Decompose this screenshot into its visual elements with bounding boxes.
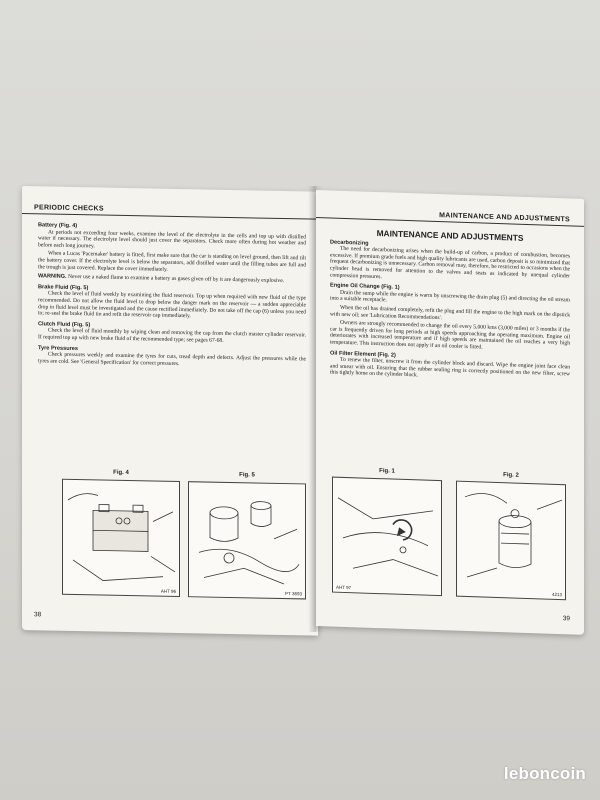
section-paragraph: Owners are strongly recommended to change the oil every 5,000 kms (3,000 miles) or 3 months if the car is frequently driven for long periods at high speeds approaching the operating maximum. Engine oil deteriorates with increased temperature and if high speeds are maintained the oil reaches a very high temperature. This instruction does not apply if an oil cooler is fitted.	[330, 319, 570, 351]
section-paragraph: Check pressures weekly and examine the tyres for cuts, tread depth and defects. Adjust the pressures while the tyres are cold. See 'General Specification' for correct pressures.	[38, 351, 306, 367]
page-title: MAINTENANCE AND ADJUSTMENTS	[376, 228, 524, 243]
warning-text: Never use a naked flame to examine a battery as gases given off by it are dangerously explosive.	[68, 274, 285, 285]
figure-code: 4213	[551, 591, 562, 598]
section-warning	[38, 273, 306, 285]
battery-illustration	[62, 479, 180, 597]
right-page	[316, 190, 584, 635]
section-paragraph: Check the level of fluid monthly by wiping clean and removing the cap from the clutch master cylinder reservoir. If required top up with new brake fluid of the recommended type; see pages 67-68.	[38, 327, 306, 344]
right-figures	[316, 466, 584, 615]
left-page-content	[22, 214, 318, 370]
right-page-content	[316, 218, 584, 385]
left-page	[22, 186, 318, 636]
section-paragraph: When a Lucas 'Pacemaker' battery is fitted, first make sure that the car is standing on level ground, then lift and tilt the battery cover. If the electrolyte level is below the separators, add distilled water until the filling tubes are full and the trough is just covered. Replace the cover immediately.	[38, 250, 306, 273]
leboncoin-watermark: leboncoin	[503, 764, 586, 783]
sump-illustration	[332, 477, 442, 597]
figure-2	[456, 471, 566, 601]
section-heading: Clutch Fluid (Fig. 5)	[38, 321, 91, 329]
section-decarbonizing	[330, 239, 570, 287]
left-figures	[22, 468, 318, 614]
section-paragraph: Check the level of fluid weekly by examining the fluid reservoir. Top up when required with new fluid of the type recommended. Do not allow the fluid level to drop below the danger mark on the reservoir — a sudden appreciable drop in fluid level must be investigated and the cause rectified immediately. Do not take off the cap (6) unless you need to; re-seal the brake fluid tin and refit the reservoir cap immediately.	[38, 290, 306, 320]
section-battery	[38, 222, 306, 275]
section-oil-filter	[330, 350, 570, 384]
oil-filter-illustration	[456, 481, 566, 601]
section-tyre-pressures	[38, 345, 306, 370]
page-number: 38	[34, 611, 42, 619]
section-heading: Brake Fluid (Fig. 5)	[38, 284, 89, 292]
warning-label: WARNING.	[38, 273, 67, 281]
section-heading: Oil Filter Element (Fig. 2)	[330, 349, 396, 359]
figure-label: Fig. 5	[239, 472, 255, 479]
right-page-header: MAINTENANCE AND ADJUSTMENTS	[316, 190, 584, 227]
section-heading: Tyre Pressures	[38, 344, 79, 352]
figure-5	[188, 471, 306, 599]
page-number: 39	[562, 615, 570, 623]
figure-4	[62, 469, 180, 597]
section-paragraph: At periods not exceeding four weeks, examine the level of the electrolyte in the cells and top up with distilled water if necessary. The electrolyte level should just cover the separators. Check more often during hot weather and before each long journey.	[38, 229, 306, 250]
section-paragraph: Drain the sump while the engine is warm by unscrewing the drain plug (5) and directing the oil stream into a suitable receptacle.	[330, 289, 570, 304]
section-engine-oil-change	[330, 283, 570, 354]
section-paragraph: The need for decarbonizing arises when the build-up of carbon, a product of combustion, becomes excessive. If premium grade fuels and high quality lubricants are used, carbon deposit is so minimized that frequent decarbonizing is unnecessary. Carbon removal may, therefore, be restricted to occasions when the cylinder head is removed for attention to the valves and seats as indicated by unequal cylinder compression pressures.	[330, 245, 570, 280]
section-clutch-fluid	[38, 321, 306, 346]
section-heading: Battery (Fig. 4)	[38, 222, 78, 230]
figure-code: AHT 97	[336, 584, 352, 591]
section-paragraph: When the oil has drained completely, refit the plug and fill the engine to the high mark on the dipstick with new oil; see 'Lubrication Recommendations'.	[330, 304, 570, 321]
section-brake-fluid	[38, 284, 306, 322]
figure-code: PT 3693	[285, 591, 302, 597]
figure-1	[332, 467, 442, 597]
figure-label: Fig. 4	[113, 469, 129, 477]
reservoir-illustration	[188, 481, 306, 599]
figure-label: Fig. 2	[503, 472, 519, 479]
section-heading: Engine Oil Change (Fig. 1)	[330, 282, 400, 291]
section-heading: Decarbonizing	[330, 239, 369, 247]
figure-code: AHT 96	[160, 588, 176, 594]
section-paragraph: To renew the filter, unscrew it from the cylinder block and discard. Wipe the engine joint face clean and smear with oil. Ensuring that the rubber sealing ring is correctly positioned on the new filter, screw this tightly home on the cylinder block.	[330, 356, 570, 379]
figure-label: Fig. 1	[379, 468, 395, 475]
left-page-header: PERIODIC CHECKS	[22, 186, 318, 220]
